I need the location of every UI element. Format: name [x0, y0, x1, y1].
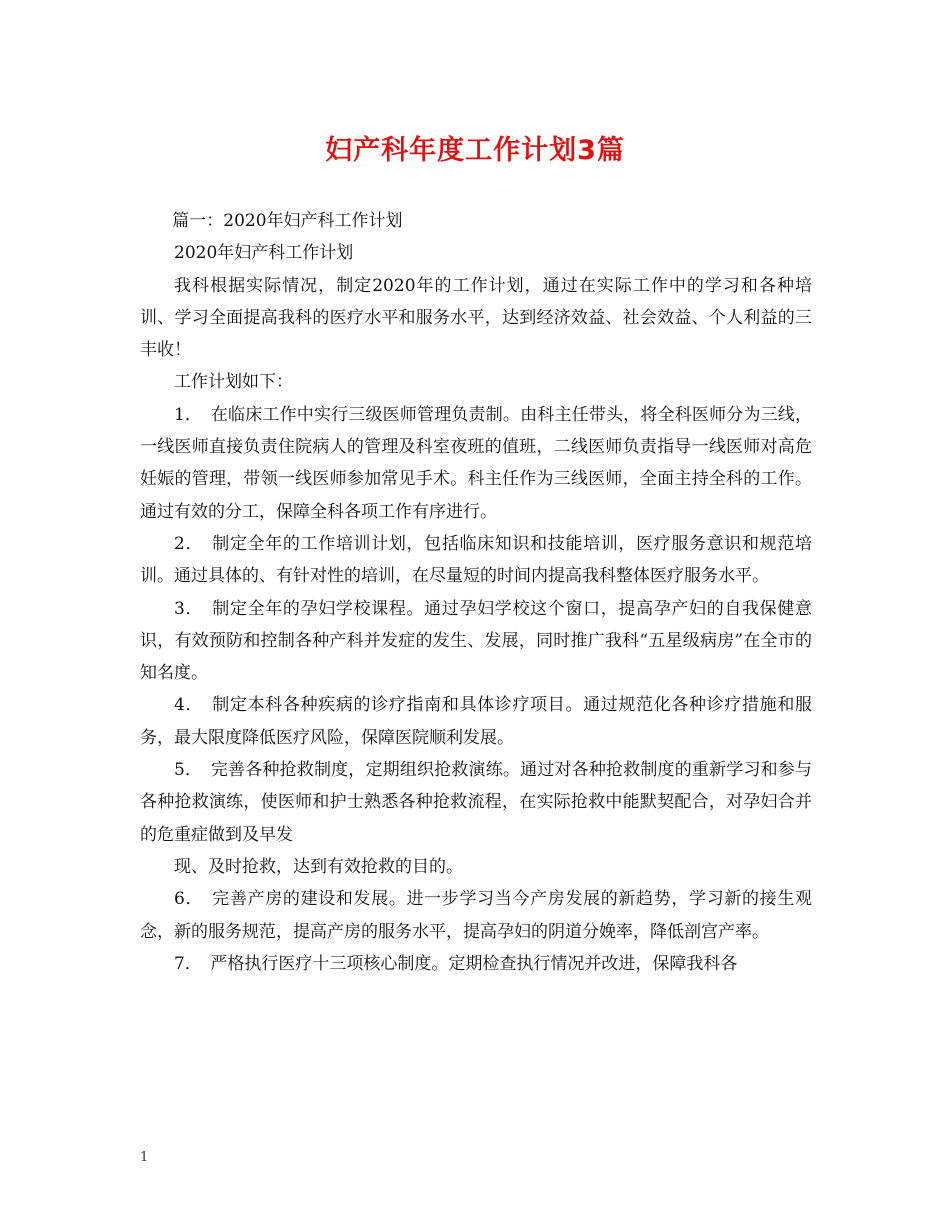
plan-item-5-continuation: 现、及时抢救，达到有效抢救的目的。 — [174, 856, 463, 877]
page-number: 1 — [140, 1150, 149, 1165]
plan-item-5: 5． 完善各种抢救制度，定期组织抢救演练。通过对各种抢救制度的重新学习和参与各种抢救演练，使医师和护士熟悉各种抢救流程，在实际抢救中能默契配合，对孕妇合并的危重症做到及早发 — [140, 760, 812, 845]
plan-item-1: 1． 在临床工作中实行三级医师管理负责制。由科主任带头，将全科医师分为三线，一线医师直接负责住院病人的管理及科室夜班的值班，二线医师负责指导一线医师对高危妊娠的管理，带领一线医师参加常见手术。科主任作为三线医师，全面主持全科的工作。通过有效的分工，保障全科各项工作有序进行。 — [140, 404, 812, 522]
sub-heading: 2020年妇产科工作计划 — [174, 243, 354, 264]
section-heading: 篇一：2020年妇产科工作计划 — [172, 211, 403, 231]
plan-item-7: 7． 严格执行医疗十三项核心制度。定期检查执行情况并改进，保障我科各 — [174, 953, 738, 974]
document-body — [140, 205, 812, 980]
document-title: 妇产科年度工作计划3篇 — [325, 135, 625, 166]
paragraph-plan-lead: 工作计划如下： — [174, 372, 293, 393]
paragraph-intro: 我科根据实际情况，制定2020年的工作计划，通过在实际工作中的学习和各种培训、学习全面提高我科的医疗水平和服务水平，达到经济效益、社会效益、个人利益的三丰收！ — [140, 275, 812, 361]
plan-item-3: 3． 制定全年的孕妇学校课程。通过孕妇学校这个窗口，提高孕产妇的自我保健意识，有效预防和控制各种产科并发症的发生、发展，同时推广我科“五星级病房”在全市的知名度。 — [140, 598, 812, 684]
plan-item-2: 2． 制定全年的工作培训计划，包括临床知识和技能培训，医疗服务意识和规范培训。通过具体的、有针对性的培训，在尽量短的时间内提高我科整体医疗服务水平。 — [140, 533, 812, 587]
plan-item-4: 4． 制定本科各种疾病的诊疗指南和具体诊疗项目。通过规范化各种诊疗措施和服务，最大限度降低医疗风险，保障医院顺利发展。 — [140, 695, 812, 748]
plan-item-6: 6． 完善产房的建设和发展。进一步学习当今产房发展的新趋势，学习新的接生观念，新的服务规范，提高产房的服务水平，提高孕妇的阴道分娩率，降低剖宫产率。 — [140, 889, 812, 942]
